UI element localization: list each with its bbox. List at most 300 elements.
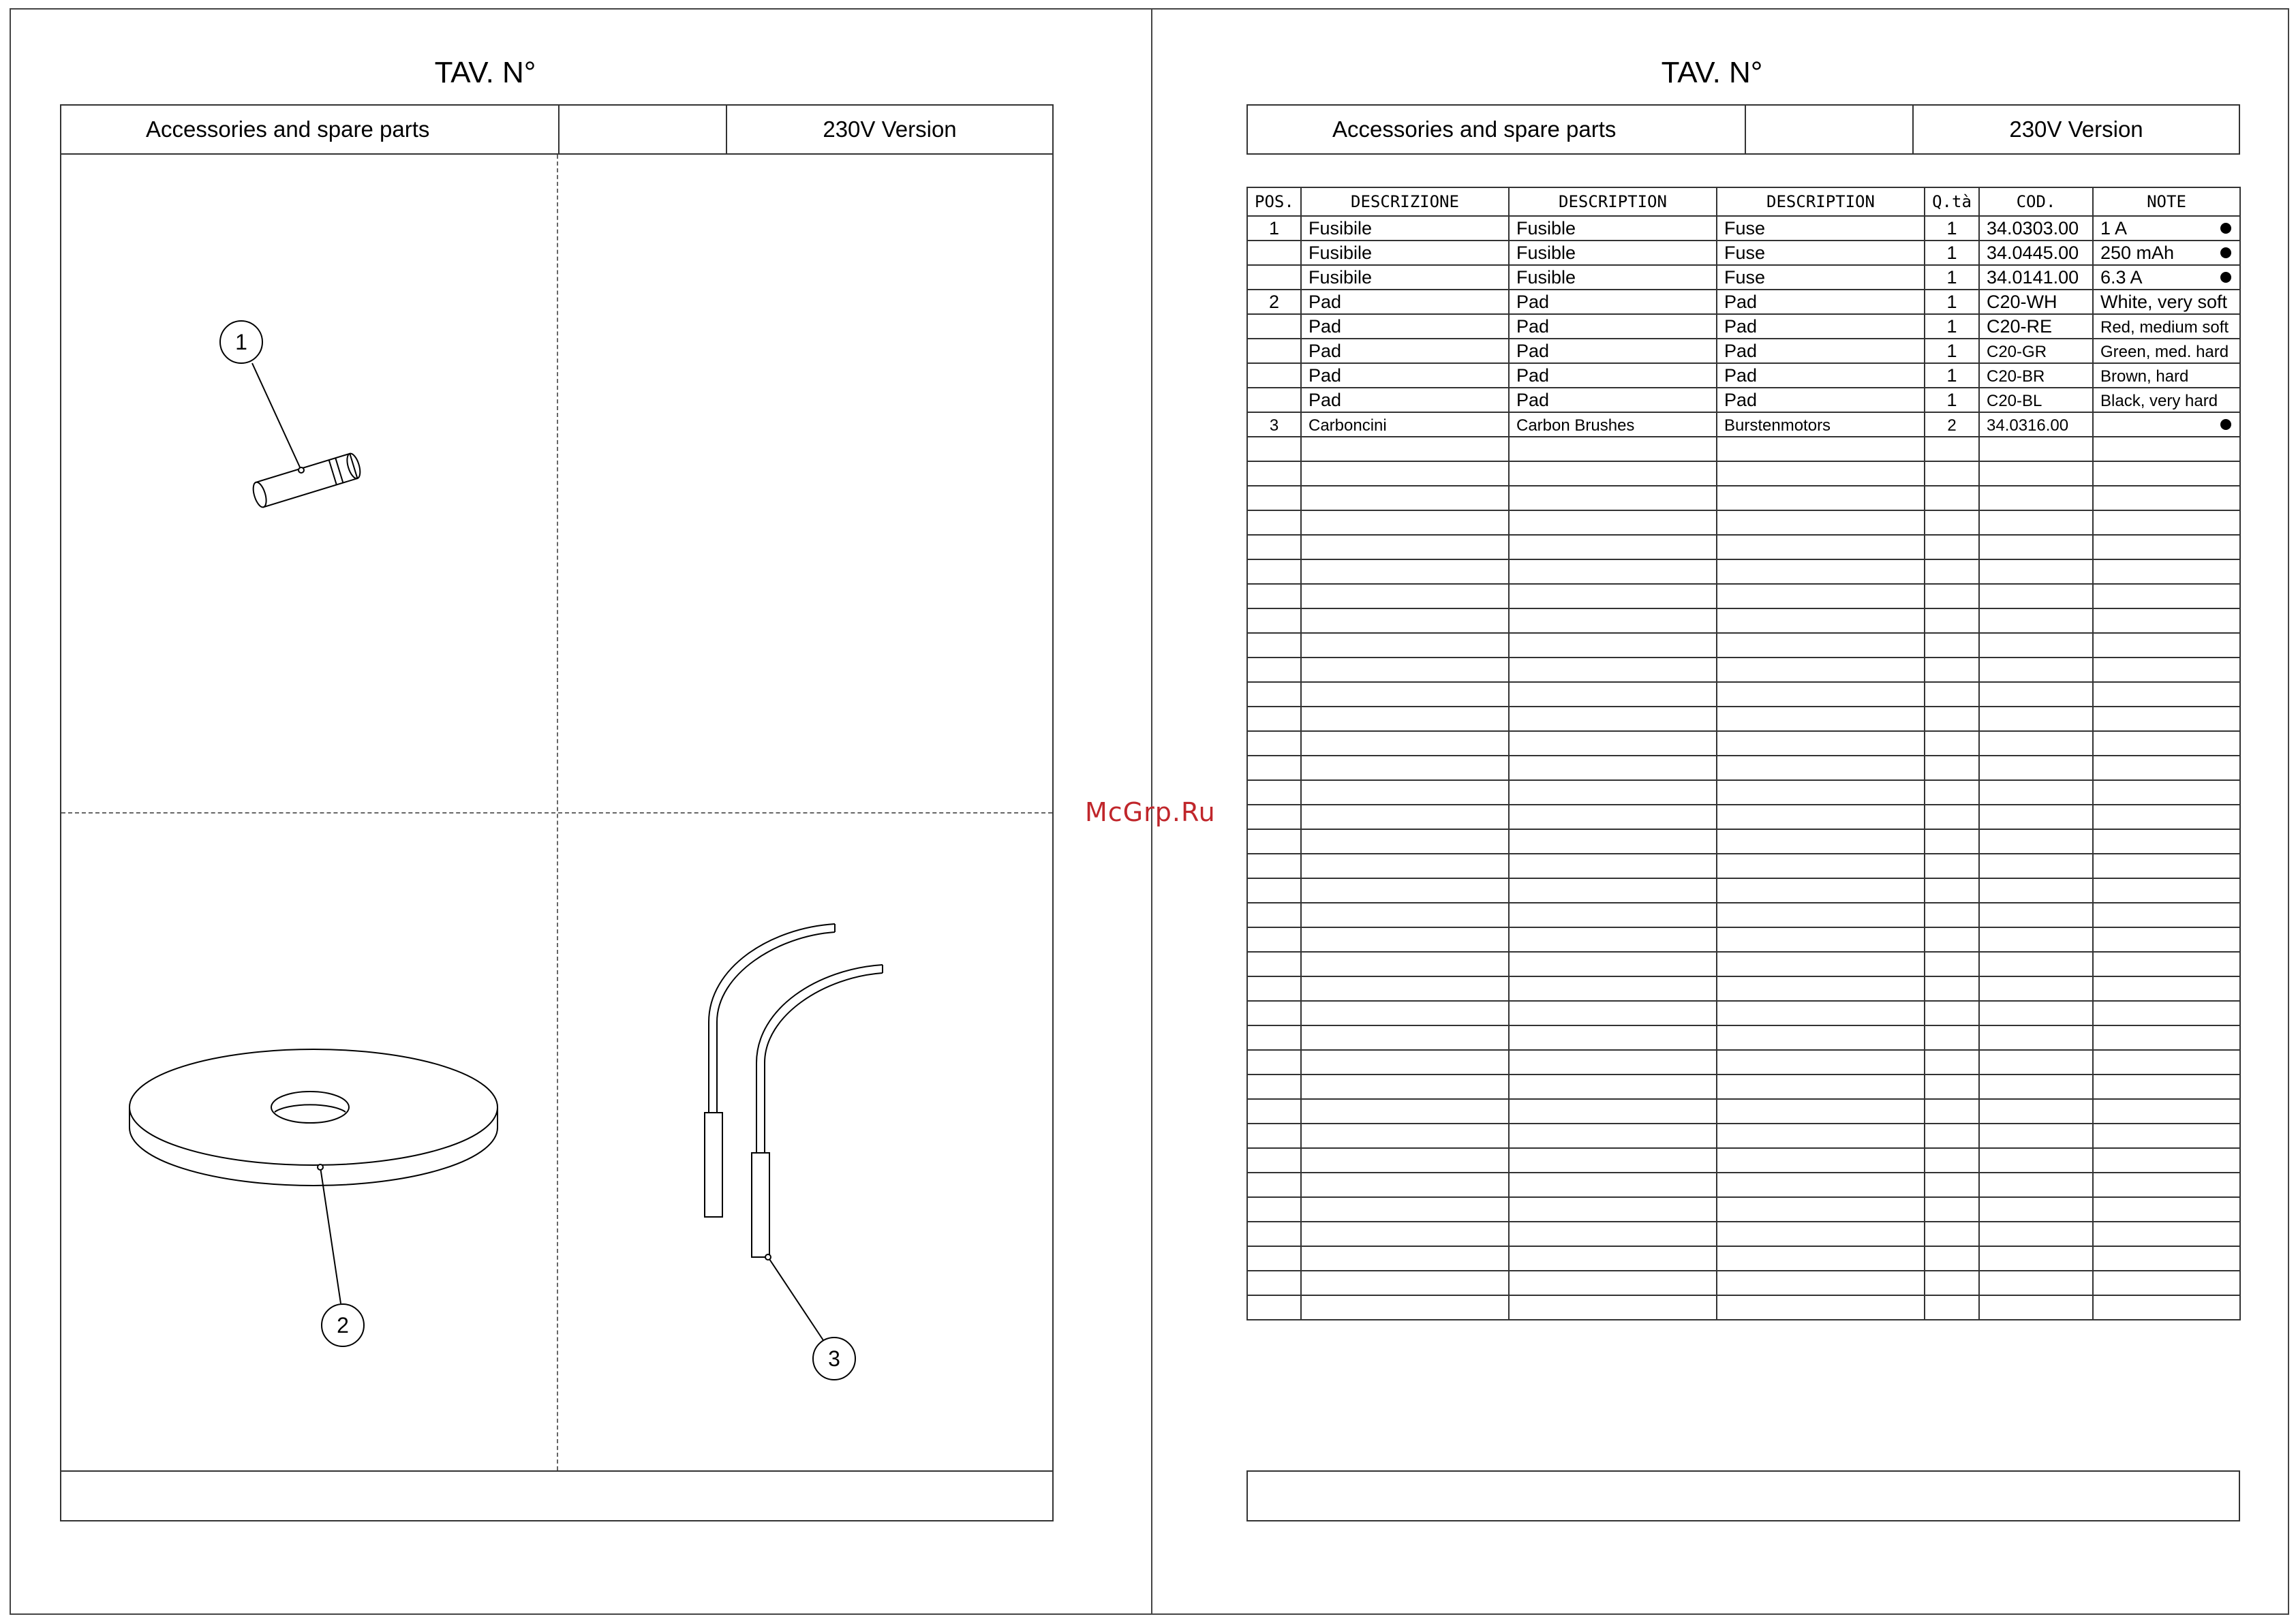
empty-table-row xyxy=(1247,1271,2240,1295)
empty-cell xyxy=(1717,633,1925,658)
empty-cell xyxy=(1925,1271,1979,1295)
empty-cell xyxy=(1925,976,1979,1001)
empty-cell xyxy=(1509,1222,1717,1246)
empty-table-row xyxy=(1247,584,2240,608)
cell-description-de-text: Pad xyxy=(1724,365,1758,386)
empty-cell xyxy=(1925,903,1979,927)
empty-cell xyxy=(1301,535,1509,559)
cell-pos xyxy=(1247,314,1301,339)
cell-note-text: 250 mAh xyxy=(2100,242,2175,263)
empty-cell xyxy=(1509,1197,1717,1222)
empty-cell xyxy=(2093,1173,2240,1197)
cell-qty xyxy=(1925,265,1979,290)
cell-code xyxy=(1979,290,2093,314)
empty-table-row xyxy=(1247,510,2240,535)
empty-cell xyxy=(1979,1222,2093,1246)
cell-description-fr-text: Pad xyxy=(1516,315,1550,337)
empty-cell xyxy=(1979,1099,2093,1124)
empty-cell xyxy=(2093,1075,2240,1099)
empty-cell xyxy=(1717,731,1925,756)
cell-note-text: Black, very hard xyxy=(2100,391,2218,410)
empty-cell xyxy=(1925,805,1979,829)
empty-cell xyxy=(1717,682,1925,707)
cell-descrizione xyxy=(1301,314,1509,339)
cell-note-text: Brown, hard xyxy=(2100,367,2189,386)
cell-description-fr-text: Fusible xyxy=(1516,266,1576,288)
empty-cell xyxy=(1717,1099,1925,1124)
parts-table xyxy=(1246,187,2241,1320)
empty-cell xyxy=(1301,1075,1509,1099)
empty-cell xyxy=(2093,461,2240,486)
empty-table-row xyxy=(1247,658,2240,682)
empty-cell xyxy=(1717,707,1925,731)
cell-qty-text: 1 xyxy=(1946,315,1957,337)
empty-cell xyxy=(1247,437,1301,461)
cell-note xyxy=(2093,241,2240,265)
empty-cell xyxy=(1717,559,1925,584)
empty-cell xyxy=(1301,878,1509,903)
empty-cell xyxy=(1509,1001,1717,1025)
bullet-icon xyxy=(2220,247,2231,258)
cell-description-fr-text: Pad xyxy=(1516,389,1550,410)
table-row xyxy=(1247,388,2240,412)
empty-table-row xyxy=(1247,756,2240,780)
empty-cell xyxy=(1509,510,1717,535)
empty-cell xyxy=(1717,756,1925,780)
empty-cell xyxy=(1247,682,1301,707)
cell-descrizione-text: Carboncini xyxy=(1308,416,1387,435)
empty-cell xyxy=(1979,1173,2093,1197)
empty-table-row xyxy=(1247,437,2240,461)
empty-cell xyxy=(1717,1271,1925,1295)
empty-cell xyxy=(2093,952,2240,976)
empty-cell xyxy=(1717,1222,1925,1246)
empty-cell xyxy=(1247,608,1301,633)
column-header-code: COD. xyxy=(1979,187,2093,216)
cell-description-fr xyxy=(1509,339,1717,363)
left-page-title: TAV. N° xyxy=(434,56,536,89)
empty-cell xyxy=(1925,658,1979,682)
cell-pos-text: 1 xyxy=(1268,217,1280,238)
column-header-description: DESCRIPTION xyxy=(1509,187,1717,216)
empty-cell xyxy=(1979,1075,2093,1099)
empty-cell xyxy=(1301,1124,1509,1148)
empty-cell xyxy=(1717,510,1925,535)
header-right-label: 230V Version xyxy=(823,117,957,142)
empty-cell xyxy=(1717,1148,1925,1173)
pad-drawing xyxy=(129,1049,498,1303)
empty-cell xyxy=(1717,952,1925,976)
cell-code-text: 34.0316.00 xyxy=(1987,416,2069,435)
cell-description-de xyxy=(1717,363,1925,388)
cell-code xyxy=(1979,388,2093,412)
empty-cell xyxy=(1979,584,2093,608)
empty-cell xyxy=(1717,437,1925,461)
column-header-description: DESCRIPTION xyxy=(1717,187,1925,216)
empty-cell xyxy=(2093,780,2240,805)
empty-cell xyxy=(1301,903,1509,927)
cell-description-fr xyxy=(1509,388,1717,412)
cell-description-fr-text: Carbon Brushes xyxy=(1516,416,1635,435)
empty-cell xyxy=(1979,927,2093,952)
empty-cell xyxy=(1925,1173,1979,1197)
empty-cell xyxy=(1301,1148,1509,1173)
empty-cell xyxy=(1301,1025,1509,1050)
cell-descrizione-text: Pad xyxy=(1308,291,1342,312)
empty-cell xyxy=(1925,927,1979,952)
empty-cell xyxy=(1301,1173,1509,1197)
empty-table-row xyxy=(1247,1099,2240,1124)
cell-description-fr-text: Pad xyxy=(1516,365,1550,386)
empty-cell xyxy=(1301,461,1509,486)
empty-cell xyxy=(2093,927,2240,952)
empty-cell xyxy=(1979,486,2093,510)
empty-cell xyxy=(1717,608,1925,633)
empty-cell xyxy=(2093,854,2240,878)
cell-note xyxy=(2093,339,2240,363)
empty-cell xyxy=(1301,1197,1509,1222)
empty-table-row xyxy=(1247,927,2240,952)
empty-cell xyxy=(1717,1246,1925,1271)
empty-cell xyxy=(2093,535,2240,559)
empty-cell xyxy=(1925,1001,1979,1025)
cell-qty xyxy=(1925,290,1979,314)
empty-cell xyxy=(1301,559,1509,584)
cell-note-text: Red, medium soft xyxy=(2100,318,2229,337)
empty-cell xyxy=(1509,1124,1717,1148)
empty-cell xyxy=(1717,829,1925,854)
cell-pos xyxy=(1247,265,1301,290)
empty-table-row xyxy=(1247,461,2240,486)
right-page-header xyxy=(1246,104,2240,155)
empty-table-row xyxy=(1247,1222,2240,1246)
empty-cell xyxy=(1979,608,2093,633)
empty-cell xyxy=(1979,976,2093,1001)
empty-cell xyxy=(1509,1295,1717,1320)
empty-cell xyxy=(1247,756,1301,780)
cell-note xyxy=(2093,363,2240,388)
cell-description-fr xyxy=(1509,216,1717,241)
empty-cell xyxy=(1509,437,1717,461)
cell-pos xyxy=(1247,363,1301,388)
empty-cell xyxy=(1247,1222,1301,1246)
empty-cell xyxy=(1979,510,2093,535)
cell-description-fr-text: Fusible xyxy=(1516,217,1576,238)
cell-note xyxy=(2093,388,2240,412)
empty-cell xyxy=(1509,1025,1717,1050)
cell-description-de xyxy=(1717,412,1925,437)
header-right-label: 230V Version xyxy=(2009,117,2143,142)
empty-cell xyxy=(1979,437,2093,461)
empty-table-row xyxy=(1247,1001,2240,1025)
cell-description-de xyxy=(1717,216,1925,241)
empty-table-row xyxy=(1247,805,2240,829)
empty-cell xyxy=(1509,1148,1717,1173)
empty-cell xyxy=(1509,658,1717,682)
cell-code-text: C20-BR xyxy=(1987,367,2045,386)
empty-cell xyxy=(2093,731,2240,756)
cell-pos-text: 2 xyxy=(1268,291,1280,312)
empty-cell xyxy=(2093,584,2240,608)
empty-cell xyxy=(1247,584,1301,608)
cell-qty xyxy=(1925,241,1979,265)
empty-cell xyxy=(1717,461,1925,486)
cell-description-de xyxy=(1717,290,1925,314)
cell-qty-text: 1 xyxy=(1946,217,1957,238)
empty-cell xyxy=(1301,1099,1509,1124)
empty-cell xyxy=(1247,1173,1301,1197)
cell-pos xyxy=(1247,412,1301,437)
empty-cell xyxy=(1301,437,1509,461)
empty-cell xyxy=(1301,633,1509,658)
empty-cell xyxy=(2093,510,2240,535)
empty-cell xyxy=(1247,658,1301,682)
empty-table-row xyxy=(1247,682,2240,707)
empty-cell xyxy=(1247,1197,1301,1222)
cell-descrizione-text: Pad xyxy=(1308,389,1342,410)
empty-cell xyxy=(1301,682,1509,707)
empty-cell xyxy=(1509,535,1717,559)
cell-note xyxy=(2093,290,2240,314)
cell-description-fr-text: Pad xyxy=(1516,340,1550,361)
cell-qty-text: 1 xyxy=(1946,266,1957,288)
empty-cell xyxy=(1509,878,1717,903)
empty-cell xyxy=(1717,486,1925,510)
empty-cell xyxy=(1979,878,2093,903)
empty-cell xyxy=(1979,633,2093,658)
empty-cell xyxy=(2093,805,2240,829)
empty-cell xyxy=(1717,1197,1925,1222)
empty-cell xyxy=(1509,976,1717,1001)
cell-code-text: C20-RE xyxy=(1987,315,2053,337)
empty-cell xyxy=(1979,1295,2093,1320)
empty-cell xyxy=(1925,608,1979,633)
empty-cell xyxy=(1717,854,1925,878)
empty-cell xyxy=(1247,633,1301,658)
empty-table-row xyxy=(1247,780,2240,805)
cell-description-fr xyxy=(1509,314,1717,339)
table-row xyxy=(1247,412,2240,437)
table-row xyxy=(1247,314,2240,339)
bullet-icon xyxy=(2220,223,2231,234)
empty-cell xyxy=(1979,780,2093,805)
cell-description-de-text: Pad xyxy=(1724,340,1758,361)
cell-description-de xyxy=(1717,241,1925,265)
empty-cell xyxy=(1247,854,1301,878)
empty-cell xyxy=(1301,1001,1509,1025)
empty-cell xyxy=(1717,927,1925,952)
empty-cell xyxy=(2093,1050,2240,1075)
empty-cell xyxy=(1301,829,1509,854)
empty-cell xyxy=(1979,461,2093,486)
empty-cell xyxy=(1925,682,1979,707)
empty-cell xyxy=(1717,976,1925,1001)
empty-cell xyxy=(1979,658,2093,682)
empty-cell xyxy=(1247,1025,1301,1050)
empty-cell xyxy=(2093,1271,2240,1295)
empty-cell xyxy=(1925,486,1979,510)
empty-cell xyxy=(1717,1050,1925,1075)
empty-cell xyxy=(1509,1173,1717,1197)
empty-cell xyxy=(1301,756,1509,780)
cell-pos xyxy=(1247,216,1301,241)
cell-description-fr-text: Fusible xyxy=(1516,242,1576,263)
empty-cell xyxy=(1925,1124,1979,1148)
empty-table-row xyxy=(1247,1050,2240,1075)
cell-note xyxy=(2093,412,2240,437)
cell-description-de xyxy=(1717,314,1925,339)
empty-cell xyxy=(1925,854,1979,878)
cell-description-de xyxy=(1717,388,1925,412)
empty-cell xyxy=(2093,633,2240,658)
empty-cell xyxy=(2093,903,2240,927)
empty-cell xyxy=(2093,756,2240,780)
cell-code-text: 34.0445.00 xyxy=(1987,242,2079,263)
empty-cell xyxy=(1509,952,1717,976)
cell-code-text: 34.0303.00 xyxy=(1987,217,2079,238)
empty-table-row xyxy=(1247,903,2240,927)
empty-cell xyxy=(1247,461,1301,486)
bullet-icon xyxy=(2220,419,2231,430)
empty-cell xyxy=(1717,1025,1925,1050)
cell-description-de-text: Fuse xyxy=(1724,242,1766,263)
empty-table-row xyxy=(1247,976,2240,1001)
cell-descrizione xyxy=(1301,412,1509,437)
header-left-label: Accessories and spare parts xyxy=(1332,117,1617,142)
empty-cell xyxy=(1301,1222,1509,1246)
empty-cell xyxy=(1301,707,1509,731)
empty-cell xyxy=(1301,952,1509,976)
cell-code xyxy=(1979,363,2093,388)
right-page-footer-box xyxy=(1246,1470,2240,1521)
cell-qty xyxy=(1925,363,1979,388)
cell-qty xyxy=(1925,388,1979,412)
empty-cell xyxy=(1925,1050,1979,1075)
empty-cell xyxy=(1247,952,1301,976)
empty-cell xyxy=(1301,1295,1509,1320)
empty-cell xyxy=(2093,1246,2240,1271)
empty-cell xyxy=(1301,1050,1509,1075)
empty-cell xyxy=(1979,535,2093,559)
header-middle-cell xyxy=(1745,106,1912,153)
empty-cell xyxy=(1717,1075,1925,1099)
right-page-title: TAV. N° xyxy=(1661,56,1763,89)
cell-qty xyxy=(1925,314,1979,339)
empty-cell xyxy=(1509,461,1717,486)
callout-1: 1 xyxy=(219,320,263,364)
cell-description-fr xyxy=(1509,290,1717,314)
empty-cell xyxy=(1509,756,1717,780)
empty-cell xyxy=(2093,829,2240,854)
empty-table-row xyxy=(1247,1124,2240,1148)
cell-code xyxy=(1979,241,2093,265)
empty-cell xyxy=(1979,1246,2093,1271)
empty-table-row xyxy=(1247,608,2240,633)
cell-note-text: White, very soft xyxy=(2100,291,2228,312)
fuse-drawing xyxy=(251,363,363,509)
cell-descrizione-text: Pad xyxy=(1308,340,1342,361)
empty-cell xyxy=(1301,510,1509,535)
empty-cell xyxy=(1247,707,1301,731)
empty-table-row xyxy=(1247,1075,2240,1099)
cell-qty-text: 1 xyxy=(1946,291,1957,312)
empty-cell xyxy=(1979,1271,2093,1295)
empty-cell xyxy=(1509,903,1717,927)
table-row xyxy=(1247,216,2240,241)
cell-qty-text: 1 xyxy=(1946,365,1957,386)
cell-descrizione-text: Fusibile xyxy=(1308,217,1373,238)
empty-cell xyxy=(1247,1295,1301,1320)
empty-cell xyxy=(1509,633,1717,658)
empty-cell xyxy=(1925,510,1979,535)
empty-cell xyxy=(1301,976,1509,1001)
cell-descrizione xyxy=(1301,339,1509,363)
empty-table-row xyxy=(1247,731,2240,756)
cell-note xyxy=(2093,314,2240,339)
empty-cell xyxy=(1717,535,1925,559)
empty-cell xyxy=(2093,1295,2240,1320)
empty-cell xyxy=(1301,1271,1509,1295)
empty-cell xyxy=(1247,1001,1301,1025)
empty-cell xyxy=(1925,437,1979,461)
empty-table-row xyxy=(1247,829,2240,854)
cell-code xyxy=(1979,314,2093,339)
column-header-descrizione: DESCRIZIONE xyxy=(1301,187,1509,216)
table-header-row xyxy=(1247,187,2240,216)
cell-pos xyxy=(1247,388,1301,412)
cell-pos xyxy=(1247,339,1301,363)
empty-cell xyxy=(1979,707,2093,731)
empty-cell xyxy=(1247,805,1301,829)
empty-cell xyxy=(1509,1075,1717,1099)
empty-cell xyxy=(1925,1075,1979,1099)
empty-cell xyxy=(1979,682,2093,707)
cell-pos xyxy=(1247,241,1301,265)
table-row xyxy=(1247,290,2240,314)
empty-cell xyxy=(1509,927,1717,952)
cell-descrizione-text: Pad xyxy=(1308,365,1342,386)
cell-note xyxy=(2093,216,2240,241)
empty-cell xyxy=(1301,854,1509,878)
empty-cell xyxy=(1509,1099,1717,1124)
empty-cell xyxy=(1247,510,1301,535)
empty-cell xyxy=(1979,1050,2093,1075)
cell-code xyxy=(1979,412,2093,437)
empty-cell xyxy=(1925,1246,1979,1271)
empty-cell xyxy=(1509,780,1717,805)
empty-cell xyxy=(1247,903,1301,927)
empty-cell xyxy=(1247,535,1301,559)
empty-cell xyxy=(1247,1271,1301,1295)
table-row xyxy=(1247,241,2240,265)
empty-cell xyxy=(2093,1099,2240,1124)
cell-description-fr xyxy=(1509,241,1717,265)
cell-note-text: 1 A xyxy=(2100,217,2128,238)
empty-cell xyxy=(1717,805,1925,829)
cell-qty xyxy=(1925,339,1979,363)
empty-cell xyxy=(2093,1025,2240,1050)
cell-descrizione xyxy=(1301,388,1509,412)
empty-cell xyxy=(1247,1148,1301,1173)
cell-note-text: 6.3 A xyxy=(2100,266,2143,288)
empty-cell xyxy=(1925,461,1979,486)
empty-cell xyxy=(2093,682,2240,707)
cell-description-fr-text: Pad xyxy=(1516,291,1550,312)
empty-cell xyxy=(1925,1148,1979,1173)
empty-cell xyxy=(1301,805,1509,829)
empty-cell xyxy=(1509,805,1717,829)
cell-description-de-text: Pad xyxy=(1724,315,1758,337)
